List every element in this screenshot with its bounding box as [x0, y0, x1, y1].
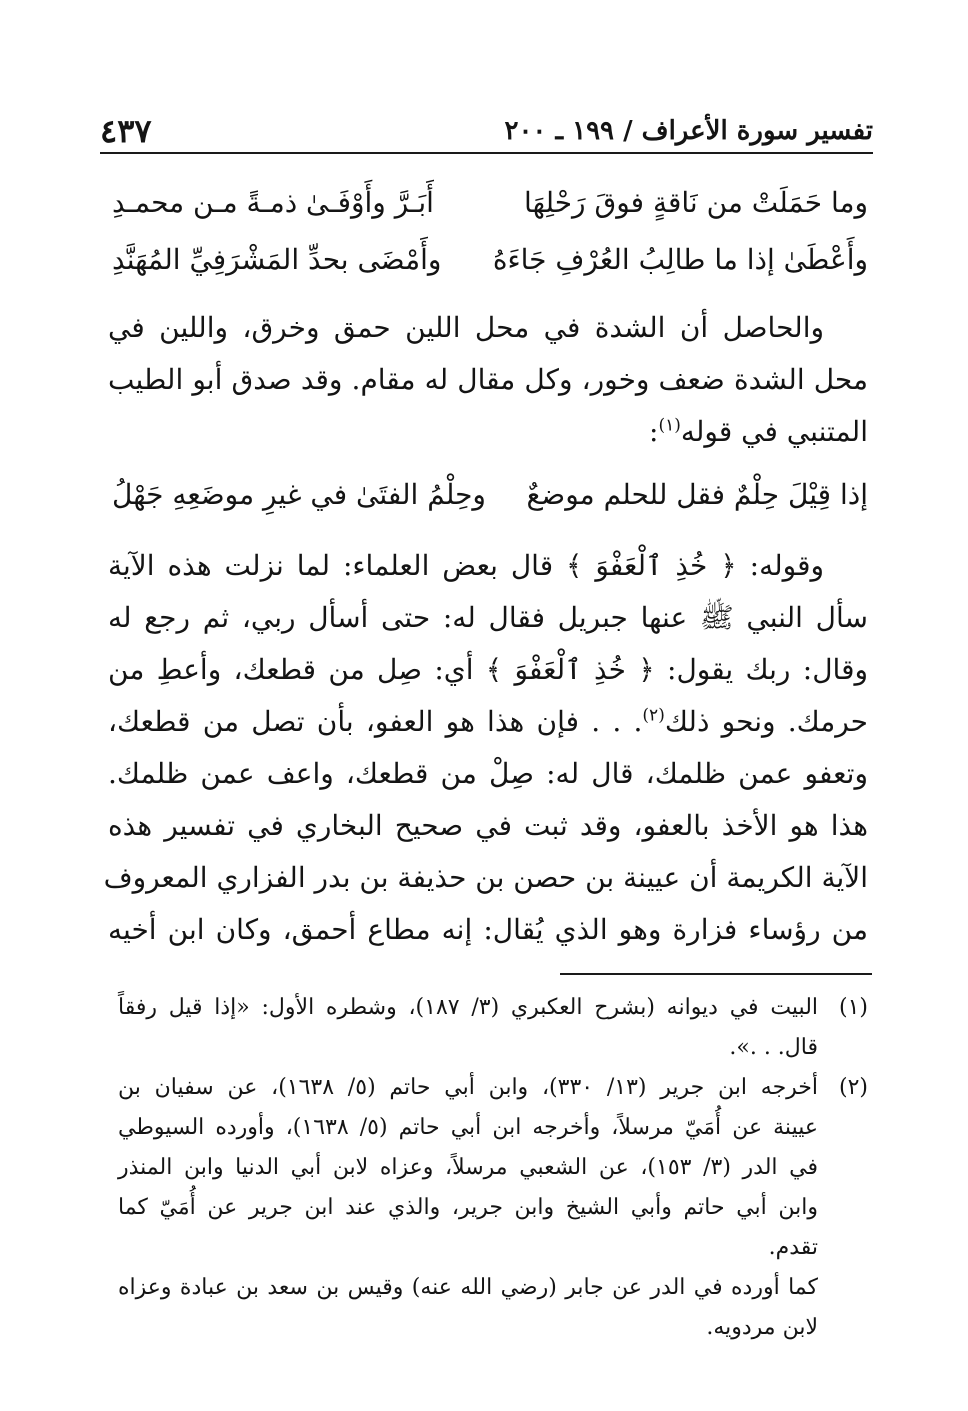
footnote-line: عيينة عن أُمَيّ مرسلاً، وأخرجه ابن أبي حاتم (٥/ ١٦٣٨)، وأورده السيوطي: [118, 1115, 818, 1140]
poem-hemistich-right: وأَعْطَىٰ إذا ما طالِبُ العُرْفِ جَاءَهُ: [492, 242, 868, 276]
text-segment: حرمك. ونحو ذلك: [664, 705, 868, 738]
text-line: والحاصل أن الشدة في محل اللين حمق وخرق، واللين في: [108, 311, 824, 344]
text-segment: :: [649, 415, 659, 448]
poem-hemistich-right: وما حَمَلَتْ من نَاقةٍ فوقَ رَحْلِهَا: [524, 185, 868, 219]
footnote-line: قال. . .».: [729, 1035, 818, 1060]
footnote-line: وابن أبي حاتم وأبي الشيخ وابن جرير، والذي عند ابن جرير عن أُمَيّ كما: [118, 1195, 818, 1220]
poem-line: [112, 470, 868, 518]
text-line: محل الشدة ضعف وخور، وكل مقال له مقام. وقد صدق أبو الطيب: [108, 363, 868, 396]
footnote-line: في الدر (٣/ ١٥٣)، عن الشعبي مرسلاً، وعزاه لابن أبي الدنيا وابن المنذر: [118, 1155, 818, 1180]
footnote-line: لابن مردويه.: [706, 1315, 818, 1340]
paragraph: [103, 540, 868, 956]
poem-hemistich-left: أَبَـرَّ وأَوْفَـىٰ ذمـةً مـن محمـدِ: [112, 185, 434, 219]
text-line: وتعفو عمن ظلمك، قال له: صِلْ من قطعك، واعف عمن ظلمك.: [108, 757, 868, 790]
poem-line: [112, 178, 868, 226]
footnote-marker: (١): [658, 415, 681, 436]
footnote-body: [118, 988, 818, 1068]
footnote: [118, 1068, 868, 1348]
text-segment: . . . فإن هذا هو العفو، بأن تصل من قطعك،: [108, 705, 643, 738]
footnote: [118, 988, 868, 1068]
text-line: وقال: ربك يقول: ﴿ خُذِ ٱلْعَفْوَ ﴾ أي: صِل من قطعك، وأعطِ من: [108, 653, 868, 686]
text-line: هذا هو الأخذ بالعفو، وقد ثبت في صحيح البخاري في تفسير هذه: [108, 809, 868, 842]
poem-hemistich-right: إذا قِيْلَ حِلْمٌ فقل للحلم موضعٌ: [526, 477, 868, 511]
poem-hemistich-left: وأَمْضَى بحدِّ المَشْرَفِيِّ المُهَنَّدِ: [112, 242, 442, 276]
text-line: الآية الكريمة أن عيينة بن حصن بن حذيفة بن بدر الفزاري المعروف: [103, 861, 868, 894]
text-line: سأل النبي ﷺ عنها جبريل فقال له: حتى أسأل ربي، ثم رجع له: [108, 601, 868, 634]
footnote-line: كما أورده في الدر عن جابر (رضي الله عنه) وقيس بن سعد بن عبادة وعزاه: [118, 1275, 818, 1300]
poem-hemistich-left: وحِلْمُ الفتَىٰ في غيرِ موضَعِهِ جَهْلُ: [112, 477, 486, 511]
footnote-divider: [560, 973, 872, 975]
page-number: ٤٣٧: [100, 112, 152, 150]
text-line: وقوله: ﴿ خُذِ ٱلْعَفْوَ ﴾ قال بعض العلماء: لما نزلت هذه الآية: [108, 549, 824, 582]
page-header: [100, 108, 873, 154]
poem-line: [112, 235, 868, 283]
footnote-line: تقدم.: [768, 1235, 818, 1260]
footnote-number: (١): [838, 995, 868, 1020]
text-line: من رؤساء فزارة وهو الذي يُقال: إنه مطاع أحمق، وكان ابن أخيه: [108, 913, 868, 946]
paragraph: [108, 302, 868, 458]
running-title: تفسير سورة الأعراف / ١٩٩ ـ ٢٠٠: [504, 116, 873, 146]
footnote-line: البيت في ديوانه (بشرح العكبري (٣/ ١٨٧)، وشطره الأول: «إذا قيل رفقاً: [118, 995, 819, 1020]
footnote-line: أخرجه ابن جرير (١٣/ ٣٣٠)، وابن أبي حاتم (٥/ ١٦٣٨)، عن سفيان بن: [118, 1075, 819, 1100]
footnote-number: (٢): [838, 1075, 868, 1100]
footnote-body: [118, 1068, 818, 1348]
text-segment: المتنبي في قوله: [680, 415, 868, 448]
text-line: [108, 406, 868, 458]
text-line: [108, 696, 868, 748]
footnote-marker: (٢): [642, 705, 665, 726]
